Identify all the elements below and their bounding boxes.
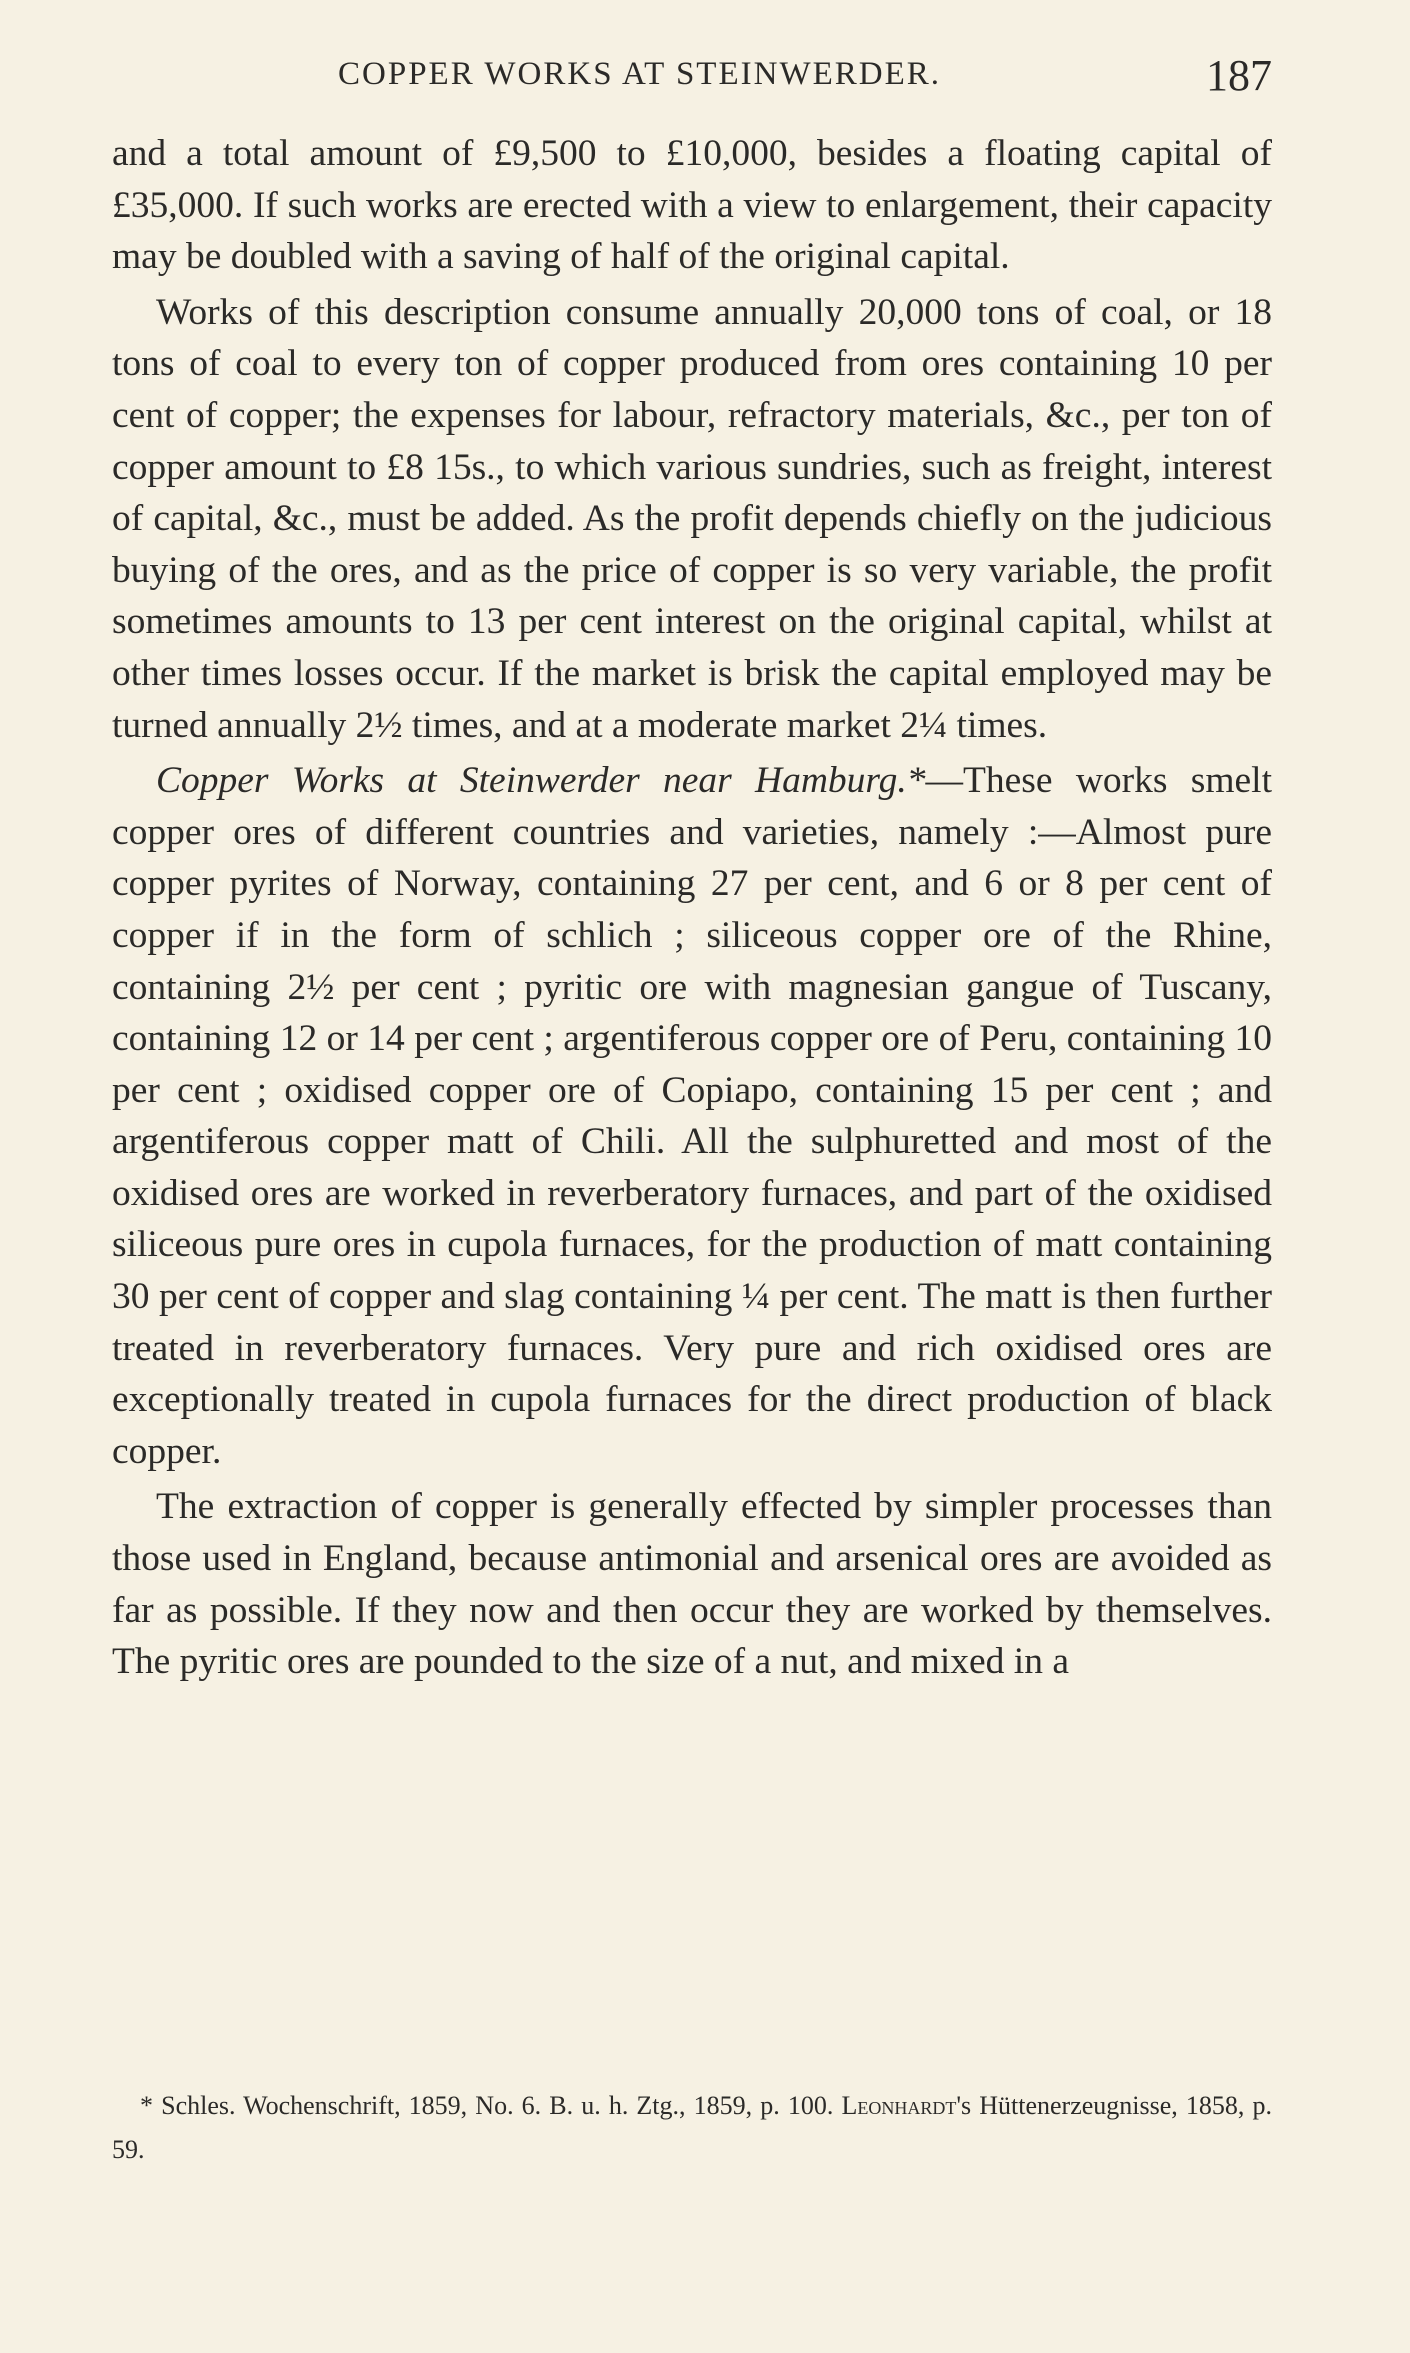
paragraph-steinwerder-text: —These works smelt copper ores of different countries and varieties, namely :—Almost pure copper pyrites of Norway, containing 27 per cent, and 6 or 8 per cent of copper if in the form of schlich ; siliceous copper ore of the Rhine, containing 2½ per cent ; pyritic ore with magnesian gangue of Tuscany, containing 12 or 14 per cent ; argentiferous copper ore of Peru, containing 10 per cent ; oxidised copper ore of Copiapo, containing 15 per cent ; and argentiferous copper matt of Chili. All the sulphuretted and most of the oxidised ores are worked in reverberatory furnaces, and part of the oxidised siliceous pure ores in cupola furnaces, for the production of matt containing 30 per cent of copper and slag containing ¼ per cent. The matt is then further treated in reverberatory furnaces. Very pure and rich oxidised ores are exceptionally treated in cupola furnaces for the direct production of black copper. <box>112 760 1272 1472</box>
section-heading-italic: Copper Works at Steinwerder near Hamburg.* <box>156 760 926 802</box>
footnote <box>112 2084 1272 2172</box>
paragraph-extraction: The extraction of copper is generally effected by simpler processes than those used in England, because antimonial and arsenical ores are avoided as far as possible. If they now and then occur they are worked by themselves. The pyritic ores are pounded to the size of a nut, and mixed in a <box>112 1486 1272 1683</box>
footnote-author: Leonhardt <box>841 2091 957 2120</box>
page-number: 187 <box>1206 51 1272 100</box>
paragraph-continued: and a total amount of £9,500 to £10,000, besides a floating capital of £35,000. If such works are erected with a view to enlargement, their capacity may be doubled with a saving of half of the original capital. <box>112 133 1272 278</box>
footnote-tail: 's Hüttenerzeugnisse, 1858, p. 59. <box>112 2091 1272 2164</box>
running-head <box>112 50 1272 110</box>
paragraph-steinwerder-works <box>112 755 1272 1477</box>
running-head-title: COPPER WORKS AT STEINWERDER. <box>338 56 942 92</box>
body-text <box>112 128 1272 1688</box>
paragraph-coal-consumption: Works of this description consume annually 20,000 tons of coal, or 18 tons of coal to every ton of copper produced from ores containing 10 per cent of copper; the expenses for labour, refractory materials, &c., per ton of copper amount to £8 15s., to which various sundries, such as freight, interest of capital, &c., must be added. As the profit depends chiefly on the judicious buying of the ores, and as the price of copper is so very variable, the profit sometimes amounts to 13 per cent interest on the original capital, whilst at other times losses occur. If the market is brisk the capital employed may be turned annually 2½ times, and at a moderate market 2¼ times. <box>112 291 1272 746</box>
footnote-text: * Schles. Wochenschrift, 1859, No. 6. B. u. h. Ztg., 1859, p. 100. <box>140 2091 842 2120</box>
